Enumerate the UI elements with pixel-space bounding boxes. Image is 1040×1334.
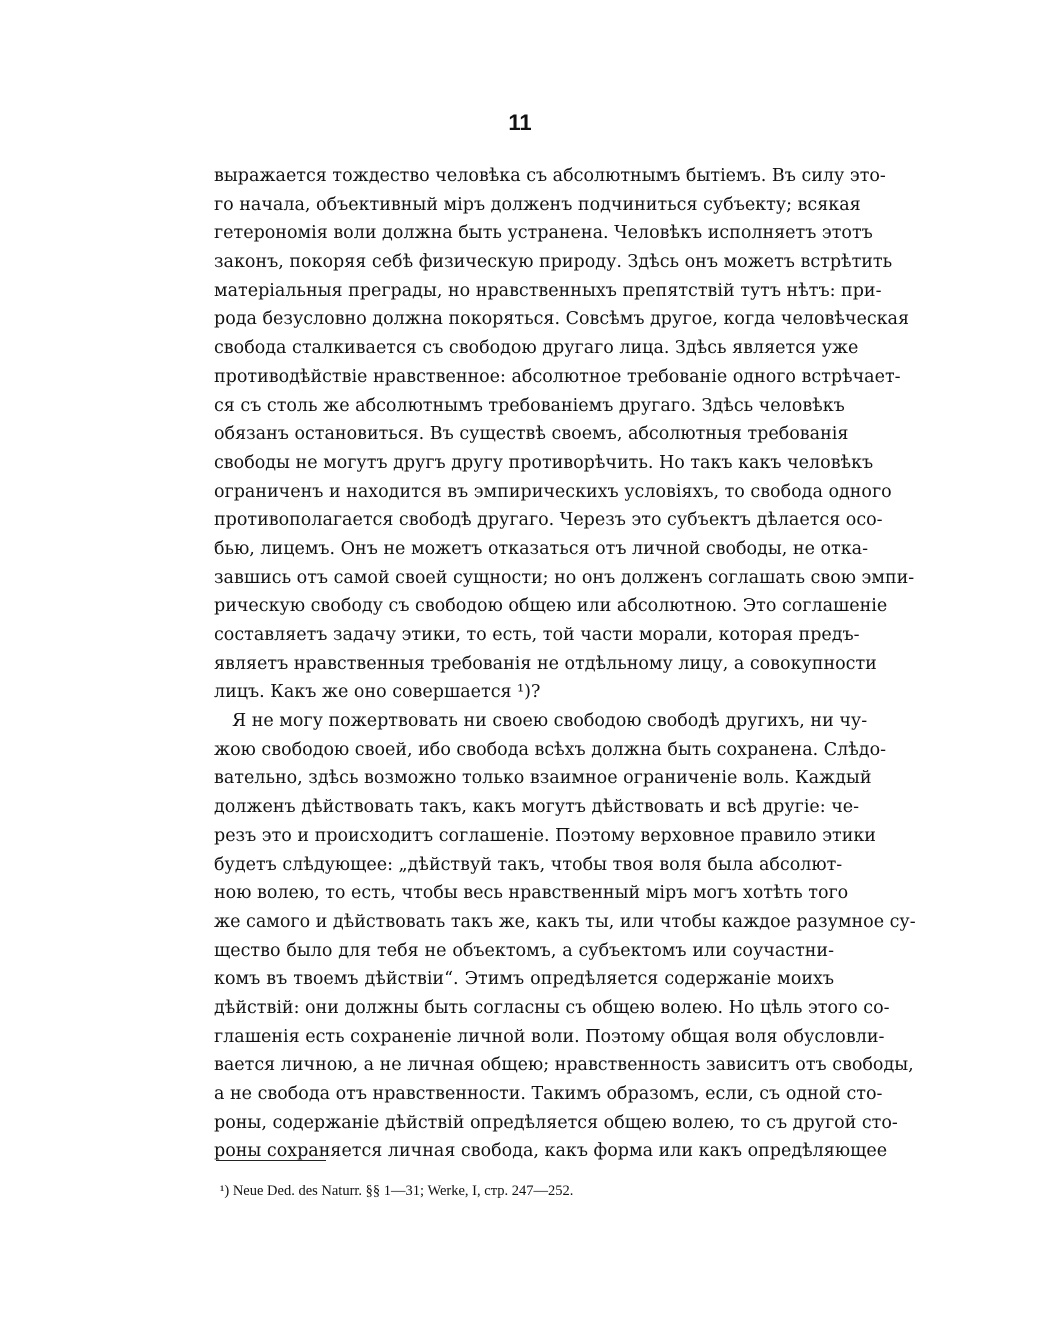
text-line-9: ся съ столь же абсолютнымъ требованіемъ другаго. Здѣсь человѣкъ: [214, 395, 845, 416]
page-number: 11: [508, 110, 532, 135]
text-line-21: жою свободою своей, ибо свобода всѣхъ должна быть сохранена. Слѣдо-: [214, 739, 887, 760]
text-line-17: составляетъ задачу этики, то есть, той части морали, которая предъ-: [214, 625, 860, 645]
text-line-35: роны сохраняется личная свобода, какъ форма или какъ опредѣляющее: [214, 1141, 888, 1162]
footnote-divider: [216, 1160, 326, 1161]
text-line-2: го начала, объективный міръ долженъ подчиниться субъекту; всякая: [214, 194, 861, 215]
text-line-32: вается личною, а не личная общею; нравственность зависитъ отъ свободы,: [214, 1055, 914, 1076]
body-text: [214, 162, 916, 1166]
text-line-22: вательно, здѣсь возможно только взаимное ограниченіе воль. Каждый: [214, 768, 872, 789]
text-line-5: матеріальныя преграды, но нравственныхъ препятствій тутъ нѣтъ: при-: [214, 280, 882, 301]
text-line-15: завшись отъ самой своей сущности; но онъ долженъ соглашать свою эмпи-: [214, 567, 915, 588]
text-line-30: дѣйствій: они должны быть согласны съ общею волею. Но цѣль этого со-: [214, 997, 890, 1018]
footnote: [220, 1183, 573, 1200]
footnote-text: Neue Ded. des Naturr. §§ 1—31; Werke, I, стр. 247—252.: [232, 1183, 574, 1199]
text-line-10: обязанъ остановиться. Въ существѣ своемъ, абсолютныя требованія: [214, 424, 849, 445]
text-line-11: свободы не могутъ другъ другу противорѣчить. Но такъ какъ человѣкъ: [214, 452, 874, 473]
text-line-1: выражается тождество человѣка съ абсолютнымъ бытіемъ. Въ силу это-: [214, 166, 886, 186]
text-line-28: щество было для тебя не объектомъ, а субъектомъ или соучастни-: [214, 940, 834, 961]
text-line-20: Я не могу пожертвовать ни своею свободою свободѣ другихъ, ни чу-: [232, 711, 868, 732]
text-line-19: лицъ. Какъ же оно совершается ¹)?: [214, 682, 541, 703]
text-line-7: свобода сталкивается съ свободою другаго лица. Здѣсь является уже: [214, 338, 859, 359]
text-line-18: являетъ нравственныя требованія не отдѣльному лицу, а совокупности: [214, 653, 877, 674]
text-line-25: будетъ слѣдующее: „дѣйствуй такъ, чтобы твоя воля была абсолют-: [214, 854, 843, 875]
text-line-8: противодѣйствіе нравственное: абсолютное требованіе одного встрѣчает-: [214, 366, 901, 387]
text-line-14: бью, лицемъ. Онъ не можетъ отказаться отъ личной свободы, не отка-: [214, 538, 869, 559]
text-line-26: ною волею, то есть, чтобы весь нравственный міръ могъ хотѣть того: [214, 883, 849, 904]
text-line-27: же самого и дѣйствовать такъ же, какъ ты, или чтобы каждое разумное су-: [214, 911, 916, 932]
footnote-marker: ¹): [220, 1183, 230, 1199]
text-line-4: законъ, покоряя себѣ физическую природу. Здѣсь онъ можетъ встрѣтить: [214, 252, 893, 273]
text-line-33: а не свобода отъ нравственности. Такимъ образомъ, если, съ одной сто-: [214, 1084, 883, 1104]
text-line-23: долженъ дѣйствовать такъ, какъ могутъ дѣйствовать и всѣ другіе: че-: [214, 797, 860, 818]
text-line-16: рическую свободу съ свободою общею или абсолютною. Это соглашеніе: [214, 596, 888, 617]
text-line-3: гетерономія воли должна быть устранена. Человѣкъ исполняетъ этотъ: [214, 223, 873, 244]
text-line-29: комъ въ твоемъ дѣйствіи“. Этимъ опредѣляется содержаніе моихъ: [214, 969, 834, 990]
text-line-24: резъ это и происходитъ соглашеніе. Поэтому верховное правило этики: [214, 825, 876, 846]
text-line-6: рода безусловно должна покоряться. Совсѣмъ другое, когда человѣческая: [214, 309, 910, 330]
text-line-12: ограниченъ и находится въ эмпирическихъ условіяхъ, то свобода одного: [214, 481, 892, 502]
text-line-13: противополагается свободѣ другаго. Черезъ это субъектъ дѣлается осо-: [214, 510, 883, 531]
text-line-31: глашенія есть сохраненіе личной воли. Поэтому общая воля обусловли-: [214, 1026, 885, 1047]
text-line-34: роны, содержаніе дѣйствій опредѣляется общею волею, то съ другой сто-: [214, 1112, 898, 1133]
